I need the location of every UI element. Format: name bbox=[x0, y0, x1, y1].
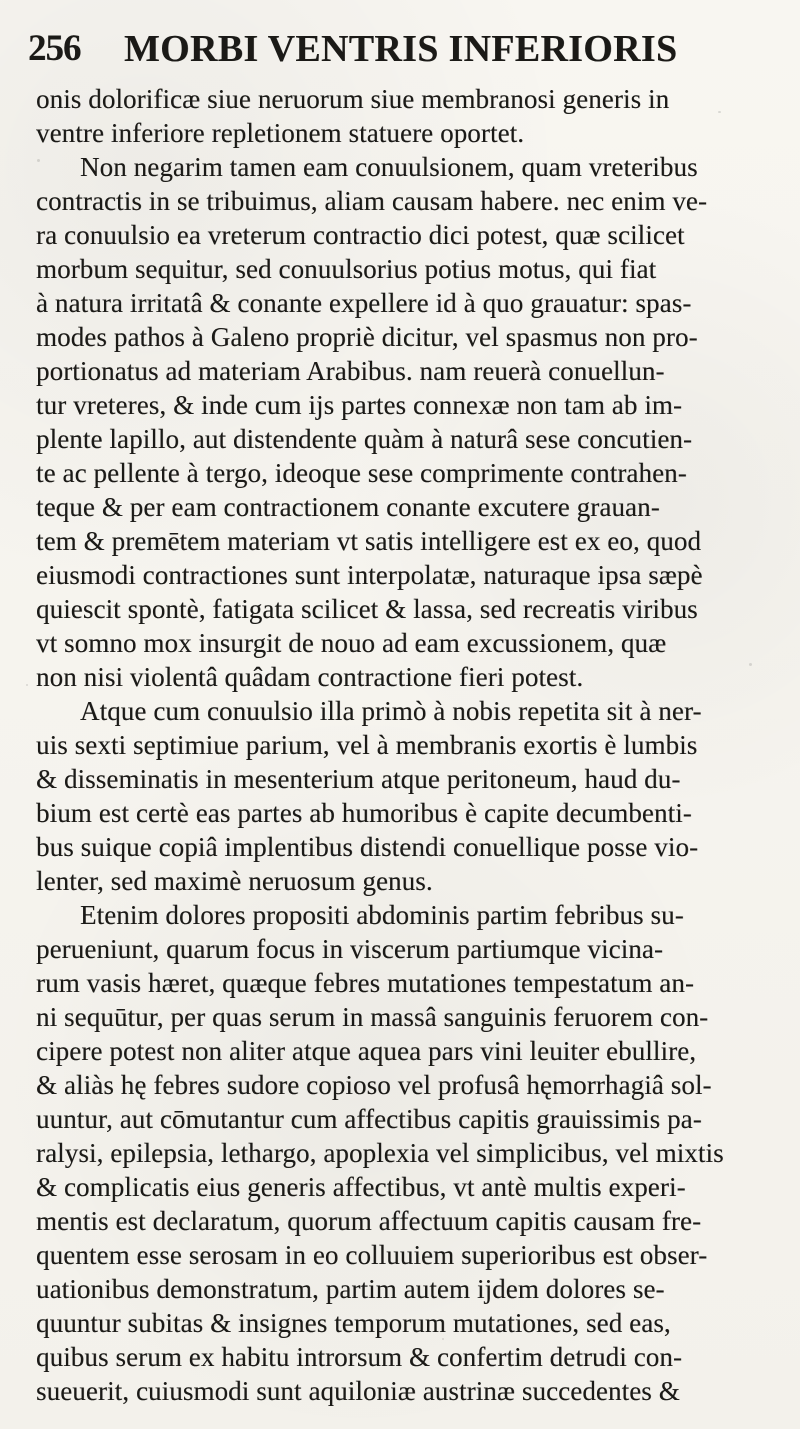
text-line: uis sexti septimiue parium, vel à membranis exortis è lumbis bbox=[36, 730, 698, 760]
paper-speck bbox=[26, 684, 28, 686]
paper-speck bbox=[37, 159, 40, 162]
text-line: rum vasis hæret, quæque febres mutationes tempestatum an- bbox=[36, 968, 695, 998]
text-line: à natura irritatâ & conante expellere id à quo grauatur: spas- bbox=[36, 288, 692, 318]
text-line: & complicatis eius generis affectibus, vt antè multis experi- bbox=[36, 1172, 686, 1202]
text-block bbox=[36, 82, 764, 1412]
text-line: tur vreteres, & inde cum ijs partes connexæ non tam ab im- bbox=[36, 390, 683, 420]
page-header bbox=[28, 28, 768, 86]
text-line: quuntur subitas & insignes temporum mutationes, sed eas, bbox=[36, 1308, 671, 1338]
paragraph-start-line: Atque cum conuulsio illa primò à nobis repetita sit à ner- bbox=[80, 696, 702, 726]
text-line: contractis in se tribuimus, aliam causam habere. nec enim ve- bbox=[36, 186, 708, 216]
text-line: eiusmodi contractiones sunt interpolatæ, naturaque ipsa sæpè bbox=[36, 560, 703, 590]
paper-speck bbox=[442, 1338, 444, 1340]
paragraph-start-line: Etenim dolores propositi abdominis partim febribus su- bbox=[80, 900, 684, 930]
text-line: morbum sequitur, sed conuulsorius potius motus, qui fiat bbox=[36, 254, 657, 284]
text-line: sueuerit, cuiusmodi sunt aquiloniæ austrinæ succedentes & bbox=[36, 1376, 680, 1406]
text-line: uationibus demonstratum, partim autem ijdem dolores se- bbox=[36, 1274, 665, 1304]
text-line: bium est certè eas partes ab humoribus è capite decumbenti- bbox=[36, 798, 692, 828]
text-line: lenter, sed maximè neruosum genus. bbox=[36, 866, 433, 896]
text-line: onis dolorificæ siue neruorum siue membranosi generis in bbox=[36, 84, 670, 114]
text-line: portionatus ad materiam Arabibus. nam reuerà conuellun- bbox=[36, 356, 665, 386]
paragraph-start-line: Non negarim tamen eam conuulsionem, quam vreteribus bbox=[80, 152, 698, 182]
page-number: 256 bbox=[28, 28, 81, 69]
text-line: quentem esse serosam in eo colluuiem superioribus est obser- bbox=[36, 1240, 708, 1270]
text-line: ni sequūtur, per quas serum in massâ sanguinis feruorem con- bbox=[36, 1002, 709, 1032]
text-line: mentis est declaratum, quorum affectuum capitis causam fre- bbox=[36, 1206, 702, 1236]
text-line: vt somno mox insurgit de nouo ad eam excussionem, quæ bbox=[36, 628, 667, 658]
text-line: uuntur, aut cōmutantur cum affectibus capitis grauissimis pa- bbox=[36, 1104, 702, 1134]
text-line: cipere potest non aliter atque aquea pars vini leuiter ebullire, bbox=[36, 1036, 697, 1066]
text-line: quibus serum ex habitu introrsum & confertim detrudi con- bbox=[36, 1342, 683, 1372]
text-line: ventre inferiore repletionem statuere oportet. bbox=[36, 118, 525, 148]
text-line: tem & premētem materiam vt satis intelligere est ex eo, quod bbox=[36, 526, 702, 556]
text-line: modes pathos à Galeno propriè dicitur, vel spasmus non pro- bbox=[36, 322, 698, 352]
text-line: te ac pellente à tergo, ideoque sese comprimente contrahen- bbox=[36, 458, 687, 488]
text-line: plente lapillo, aut distendente quàm à naturâ sese concutien- bbox=[36, 424, 693, 454]
paper-speck bbox=[749, 663, 752, 666]
text-line: perueniunt, quarum focus in viscerum partiumque vicina- bbox=[36, 934, 664, 964]
text-line: quiescit spontè, fatigata scilicet & lassa, sed recreatis viribus bbox=[36, 594, 698, 624]
text-line: non nisi violentâ quâdam contractione fieri potest. bbox=[36, 662, 584, 692]
paper-speck bbox=[718, 111, 721, 113]
text-line: ra conuulsio ea vreterum contractio dici potest, quæ scilicet bbox=[36, 220, 685, 250]
text-line: teque & per eam contractionem conante excutere grauan- bbox=[36, 492, 660, 522]
text-line: ralysi, epilepsia, lethargo, apoplexia vel simplicibus, vel mixtis bbox=[36, 1138, 724, 1168]
running-head: MORBI VENTRIS INFERIORIS bbox=[124, 28, 678, 70]
text-line: bus suique copiâ implentibus distendi conuellique posse vio- bbox=[36, 832, 699, 862]
text-line: & disseminatis in mesenterium atque peritoneum, haud du- bbox=[36, 764, 681, 794]
text-line: & aliàs hę febres sudore copioso vel profusâ hęmorrhagiâ sol- bbox=[36, 1070, 712, 1100]
